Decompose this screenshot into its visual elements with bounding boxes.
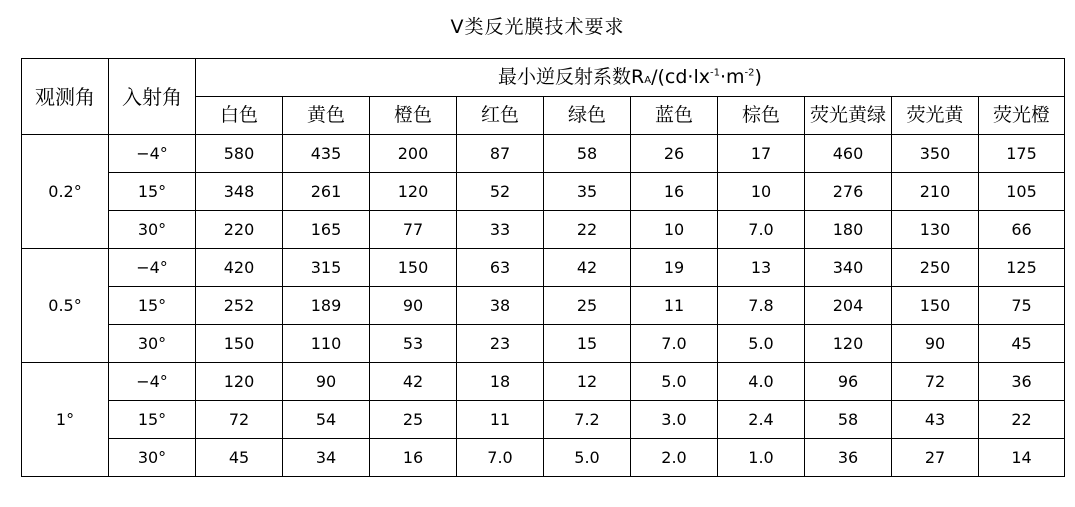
header-group-suffix: ) (754, 66, 762, 88)
value-cell: 15 (544, 325, 631, 363)
value-cell: 90 (892, 325, 979, 363)
value-cell: 7.0 (631, 325, 718, 363)
value-cell: 11 (631, 287, 718, 325)
value-cell: 11 (457, 401, 544, 439)
table-row (22, 401, 1065, 439)
value-cell: 4.0 (718, 363, 805, 401)
value-cell: 16 (370, 439, 457, 477)
value-cell: 17 (718, 135, 805, 173)
value-cell: 16 (631, 173, 718, 211)
value-cell: 27 (892, 439, 979, 477)
value-cell: 77 (370, 211, 457, 249)
value-cell: 36 (979, 363, 1065, 401)
table-row (22, 135, 1065, 173)
header-group-sup2: -2 (744, 67, 755, 79)
retroreflection-table (21, 58, 1065, 477)
value-cell: 120 (196, 363, 283, 401)
value-cell: 150 (892, 287, 979, 325)
header-color: 蓝色 (631, 97, 718, 135)
header-group-mid2: ·m (719, 66, 745, 88)
value-cell: 19 (631, 249, 718, 287)
value-cell: 42 (370, 363, 457, 401)
value-cell: 5.0 (718, 325, 805, 363)
value-cell: 120 (805, 325, 892, 363)
value-cell: 435 (283, 135, 370, 173)
value-cell: 72 (892, 363, 979, 401)
value-cell: 58 (544, 135, 631, 173)
table-row (22, 173, 1065, 211)
value-cell: 96 (805, 363, 892, 401)
header-observation-angle: 观测角 (22, 59, 109, 135)
value-cell: 90 (370, 287, 457, 325)
value-cell: 34 (283, 439, 370, 477)
table-row (22, 439, 1065, 477)
value-cell: 38 (457, 287, 544, 325)
value-cell: 87 (457, 135, 544, 173)
table-title: V类反光膜技术要求 (450, 16, 625, 38)
value-cell: 3.0 (631, 401, 718, 439)
header-color: 绿色 (544, 97, 631, 135)
value-cell: 7.2 (544, 401, 631, 439)
value-cell: 105 (979, 173, 1065, 211)
value-cell: 23 (457, 325, 544, 363)
value-cell: 1.0 (718, 439, 805, 477)
header-color: 荧光橙 (979, 97, 1065, 135)
value-cell: 460 (805, 135, 892, 173)
value-cell: 12 (544, 363, 631, 401)
value-cell: 2.0 (631, 439, 718, 477)
value-cell: 54 (283, 401, 370, 439)
header-group-sub: A (644, 75, 652, 86)
value-cell: 165 (283, 211, 370, 249)
value-cell: 204 (805, 287, 892, 325)
value-cell: 5.0 (544, 439, 631, 477)
value-cell: 33 (457, 211, 544, 249)
table-row (22, 325, 1065, 363)
value-cell: 10 (718, 173, 805, 211)
value-cell: 340 (805, 249, 892, 287)
header-color: 黄色 (283, 97, 370, 135)
value-cell: 63 (457, 249, 544, 287)
incidence-angle-cell: 15° (109, 173, 196, 211)
value-cell: 18 (457, 363, 544, 401)
value-cell: 7.0 (718, 211, 805, 249)
value-cell: 315 (283, 249, 370, 287)
table-row (22, 287, 1065, 325)
table-row (22, 211, 1065, 249)
value-cell: 90 (283, 363, 370, 401)
value-cell: 110 (283, 325, 370, 363)
header-color: 荧光黄 (892, 97, 979, 135)
value-cell: 7.0 (457, 439, 544, 477)
header-color: 红色 (457, 97, 544, 135)
value-cell: 14 (979, 439, 1065, 477)
header-color: 荧光黄绿 (805, 97, 892, 135)
header-color: 白色 (196, 97, 283, 135)
value-cell: 52 (457, 173, 544, 211)
incidence-angle-cell: 15° (109, 287, 196, 325)
value-cell: 45 (979, 325, 1065, 363)
value-cell: 261 (283, 173, 370, 211)
observation-angle-cell: 1° (22, 363, 109, 477)
value-cell: 150 (196, 325, 283, 363)
value-cell: 420 (196, 249, 283, 287)
value-cell: 22 (544, 211, 631, 249)
incidence-angle-cell: 30° (109, 325, 196, 363)
header-group-sup1: -1 (709, 67, 720, 79)
value-cell: 75 (979, 287, 1065, 325)
table-row (22, 363, 1065, 401)
value-cell: 220 (196, 211, 283, 249)
value-cell: 7.8 (718, 287, 805, 325)
value-cell: 13 (718, 249, 805, 287)
value-cell: 189 (283, 287, 370, 325)
value-cell: 53 (370, 325, 457, 363)
value-cell: 26 (631, 135, 718, 173)
incidence-angle-cell: −4° (109, 135, 196, 173)
table-row (22, 249, 1065, 287)
value-cell: 120 (370, 173, 457, 211)
value-cell: 200 (370, 135, 457, 173)
header-incidence-angle: 入射角 (109, 59, 196, 135)
header-color: 棕色 (718, 97, 805, 135)
value-cell: 350 (892, 135, 979, 173)
value-cell: 5.0 (631, 363, 718, 401)
value-cell: 36 (805, 439, 892, 477)
value-cell: 43 (892, 401, 979, 439)
value-cell: 2.4 (718, 401, 805, 439)
value-cell: 10 (631, 211, 718, 249)
value-cell: 35 (544, 173, 631, 211)
value-cell: 58 (805, 401, 892, 439)
incidence-angle-cell: 30° (109, 211, 196, 249)
value-cell: 45 (196, 439, 283, 477)
value-cell: 22 (979, 401, 1065, 439)
value-cell: 72 (196, 401, 283, 439)
value-cell: 276 (805, 173, 892, 211)
value-cell: 130 (892, 211, 979, 249)
observation-angle-cell: 0.2° (22, 135, 109, 249)
incidence-angle-cell: −4° (109, 249, 196, 287)
value-cell: 42 (544, 249, 631, 287)
value-cell: 180 (805, 211, 892, 249)
value-cell: 150 (370, 249, 457, 287)
observation-angle-cell: 0.5° (22, 249, 109, 363)
value-cell: 250 (892, 249, 979, 287)
value-cell: 25 (370, 401, 457, 439)
value-cell: 25 (544, 287, 631, 325)
header-min-retroreflection (196, 59, 1065, 97)
value-cell: 125 (979, 249, 1065, 287)
value-cell: 175 (979, 135, 1065, 173)
incidence-angle-cell: 15° (109, 401, 196, 439)
value-cell: 210 (892, 173, 979, 211)
header-color: 橙色 (370, 97, 457, 135)
value-cell: 580 (196, 135, 283, 173)
header-group-mid: /(cd·lx (651, 66, 710, 88)
incidence-angle-cell: 30° (109, 439, 196, 477)
value-cell: 252 (196, 287, 283, 325)
header-group-prefix: 最小逆反射系数R (498, 66, 645, 88)
value-cell: 66 (979, 211, 1065, 249)
value-cell: 348 (196, 173, 283, 211)
incidence-angle-cell: −4° (109, 363, 196, 401)
